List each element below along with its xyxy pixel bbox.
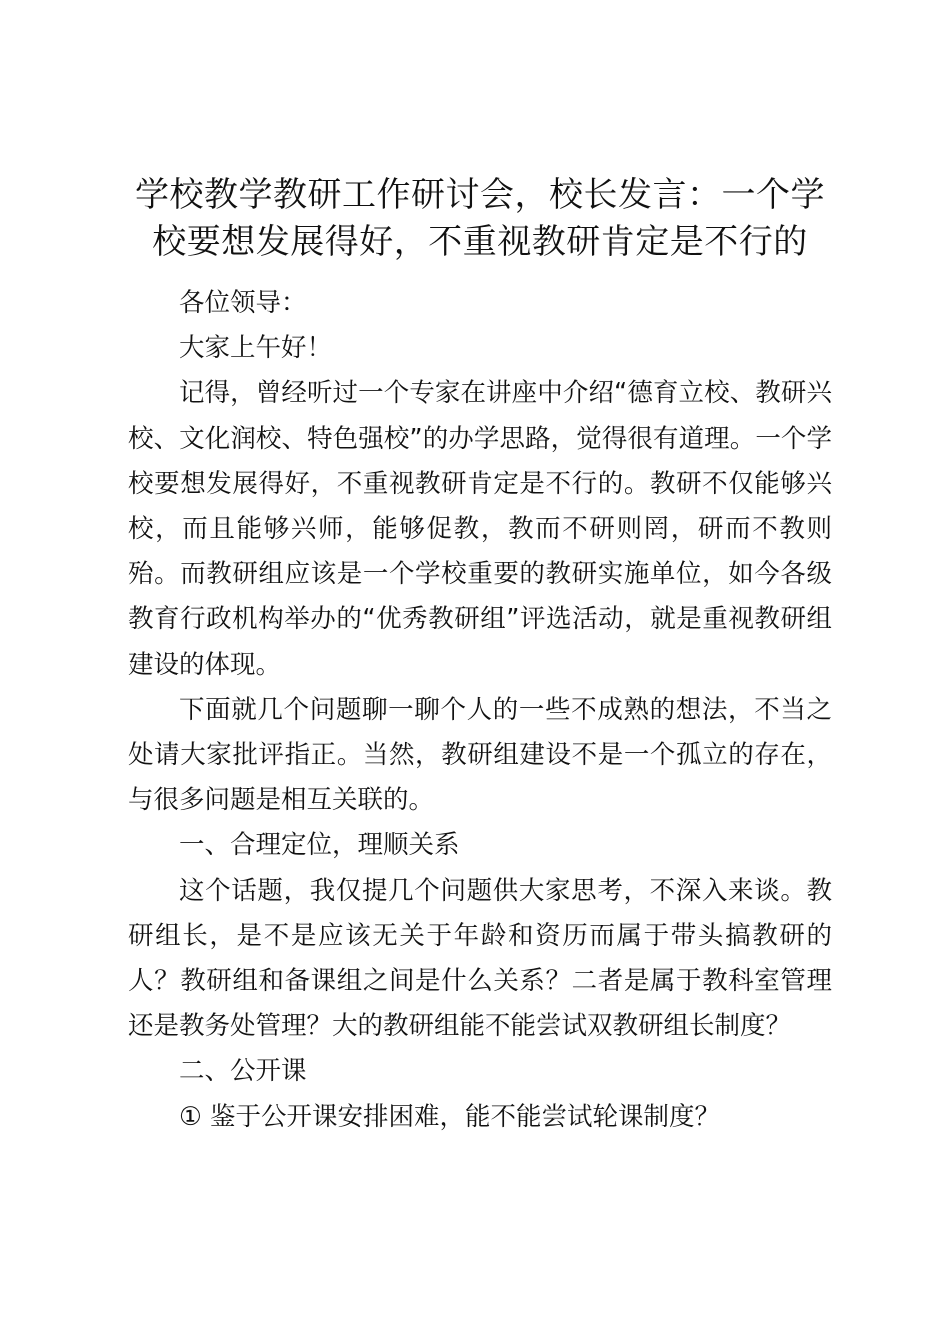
- paragraph-section-1: 这个话题，我仅提几个问题供大家思考，不深入来谈。教研组长，是不是应该无关于年龄和资历而属于带头搞教研的人？教研组和备课组之间是什么关系？二者是属于教科室管理还是教务处管理？大的教研组能不能尝试双教研组长制度？: [128, 875, 832, 1042]
- greeting: 大家上午好！: [179, 333, 333, 364]
- section-heading-2: 二、公开课: [179, 1056, 307, 1087]
- paragraph-preface: 下面就几个问题聊一聊个人的一些不成熟的想法，不当之处请大家批评指正。当然，教研组建设不是一个孤立的存在，与很多问题是相互关联的。: [128, 694, 832, 816]
- salutation: 各位领导：: [179, 288, 307, 318]
- list-item-1: ① 鉴于公开课安排困难，能不能尝试轮课制度？: [179, 1101, 720, 1132]
- paragraph-intro: 记得，曾经听过一个专家在讲座中介绍“德育立校、教研兴校、文化润校、特色强校”的办学思路，觉得很有道理。一个学校要想发展得好，不重视教研肯定是不行的。教研不仅能够兴校，而且能够兴师，能够促教，教而不研则罔，研而不教则殆。而教研组应该是一个学校重要的教研实施单位，如今各级教育行政机构举办的“优秀教研组”评选活动，就是重视教研组建设的体现。: [128, 378, 832, 680]
- document-body: [128, 281, 832, 1140]
- section-heading-1: 一、合理定位，理顺关系: [179, 830, 460, 861]
- document-title: 学校教学教研工作研讨会，校长发言：一个学校要想发展得好，不重视教研肯定是不行的: [135, 175, 825, 262]
